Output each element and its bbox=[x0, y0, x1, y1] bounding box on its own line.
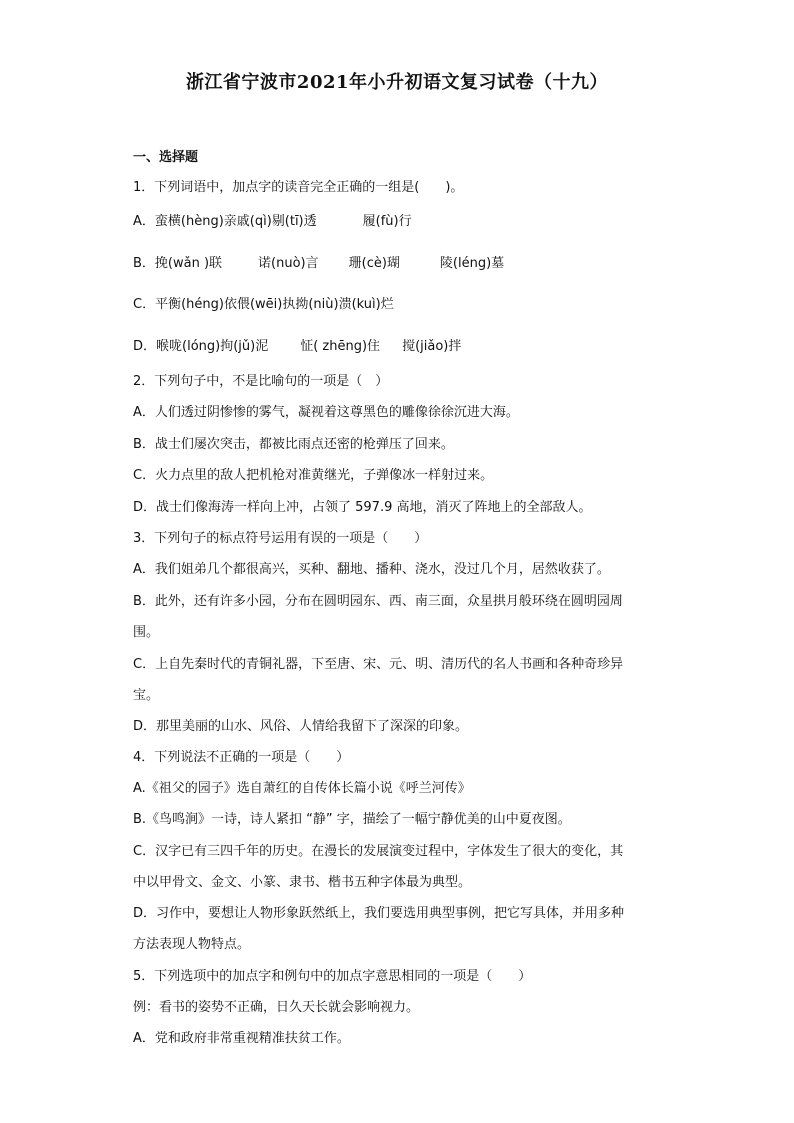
question-2-option-d: D．战士们像海涛一样向上冲，占领了 597.9 高地，消灭了阵地上的全部敌人。 bbox=[133, 500, 592, 515]
question-1-option-a bbox=[133, 210, 663, 229]
question-3-option-b: B．此外，还有许多小园，分布在圆明园东、西、南三面，众星拱月般环绕在圆明园周 bbox=[133, 594, 623, 609]
question-2-option-c: C．火力点里的敌人把机枪对准黄继光，子弹像冰一样射过来。 bbox=[133, 468, 494, 483]
question-5-example: 例：看书的姿势不正确，日久天长就会影响视力。 bbox=[133, 1000, 420, 1015]
question-4-option-c: C．汉字已有三四千年的历史。在漫长的发展演变过程中，字体发生了很大的变化，其 bbox=[133, 844, 624, 859]
question-3-option-c: C．上自先秦时代的青铜礼器，下至唐、宋、元、明、清历代的名人书画和各种奇珍异 bbox=[133, 657, 624, 672]
question-4-option-b: B.《鸟鸣涧》一诗，诗人紧扣 “静” 字，描绘了一幅宁静优美的山中夏夜图。 bbox=[133, 812, 571, 827]
question-1-stem: 1．下列词语中，加点字的读音完全正确的一组是( )。 bbox=[133, 180, 464, 195]
question-5-option-a: A．党和政府非常重视精准扶贫工作。 bbox=[133, 1031, 350, 1046]
option-text: 怔( zhēng)住 bbox=[300, 339, 381, 354]
question-3-option-a: A．我们姐弟几个都很高兴，买种、翻地、播种、浇水，没过几个月，居然收获了。 bbox=[133, 562, 610, 577]
question-2-option-a: A．人们透过阴惨惨的雾气，凝视着这尊黑色的雕像徐徐沉进大海。 bbox=[133, 405, 519, 420]
option-text: 珊(cè)瑚 bbox=[348, 256, 400, 271]
question-5-stem: 5．下列选项中的加点字和例句中的加点字意思相同的一项是（ ） bbox=[133, 969, 532, 984]
question-2-stem: 2．下列句子中，不是比喻句的一项是（ ） bbox=[133, 374, 389, 389]
question-3-option-d: D．那里美丽的山水、风俗、人情给我留下了深深的印象。 bbox=[133, 719, 469, 734]
option-text: 履(fù)行 bbox=[362, 214, 412, 229]
option-text: B．挽(wǎn )联 bbox=[133, 256, 223, 271]
option-text: A．蛮横(hèng)亲戚(qì)剔(tī)透 bbox=[133, 214, 317, 229]
question-1-option-c: C．平衡(héng)依偎(wēi)执拗(niù)溃(kuì)烂 bbox=[133, 297, 394, 312]
question-3-option-b-continued: 围。 bbox=[133, 625, 160, 640]
question-1-option-d bbox=[133, 335, 663, 354]
section-heading: 一、选择题 bbox=[133, 150, 199, 165]
option-text: D．喉咙(lóng)拘(jǔ)泥 bbox=[133, 339, 269, 354]
option-text: 陵(léng)墓 bbox=[439, 256, 505, 271]
option-text: 诺(nuò)言 bbox=[258, 256, 319, 271]
question-3-stem: 3．下列句子的标点符号运用有误的一项是（ ） bbox=[133, 531, 428, 546]
question-4-stem: 4．下列说法不正确的一项是（ ） bbox=[133, 750, 350, 765]
option-text: 搅(jiǎo)拌 bbox=[402, 339, 462, 354]
question-1-option-b bbox=[133, 252, 663, 271]
question-3-option-c-continued: 宝。 bbox=[133, 688, 160, 703]
question-4-option-a: A.《祖父的园子》选自萧红的自传体长篇小说《呼兰河传》 bbox=[133, 781, 471, 796]
question-4-option-d: D．习作中，要想让人物形象跃然纸上，我们要选用典型事例，把它写具体，并用多种 bbox=[133, 906, 625, 921]
question-4-option-c-continued: 中以甲骨文、金文、小篆、隶书、楷书五种字体最为典型。 bbox=[133, 875, 472, 890]
question-2-option-b: B．战士们屡次突击，都被比雨点还密的枪弹压了回来。 bbox=[133, 437, 454, 452]
question-4-option-d-continued: 方法表现人物特点。 bbox=[133, 937, 251, 952]
page-title: 浙江省宁波市2021年小升初语文复习试卷（十九） bbox=[185, 72, 609, 93]
